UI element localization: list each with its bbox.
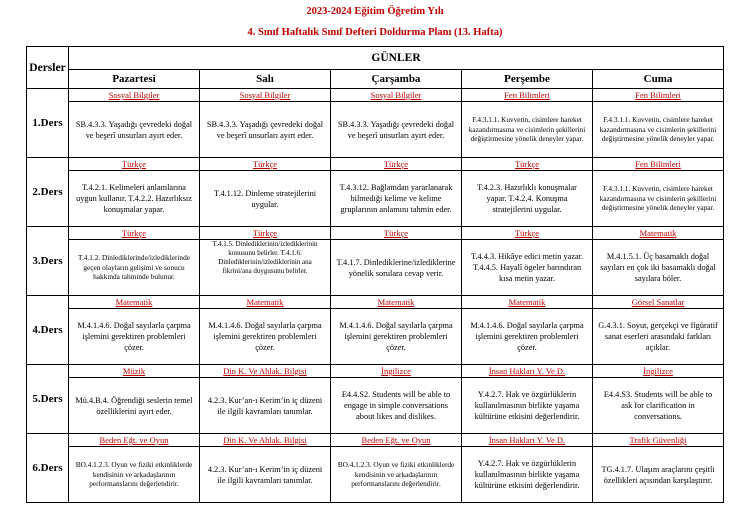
subject-label: Sosyal Bilgiler bbox=[200, 89, 330, 102]
lesson-cell-monday bbox=[69, 89, 200, 158]
day-header-monday: Pazartesi bbox=[69, 70, 200, 89]
lesson-cell-thursday bbox=[462, 158, 593, 227]
objective-text: BO.4.1.2.3. Oyun ve fiziki etkinliklerde kendisinin ve arkadaşlarının performanslarını değerlendirir. bbox=[75, 460, 193, 489]
lesson-cell-friday bbox=[593, 365, 724, 434]
objective-wrapper bbox=[200, 309, 330, 364]
lesson-row bbox=[27, 89, 724, 158]
objective-text: M.4.1.5.1. Üç basamaklı doğal sayıları en çok iki basamaklı doğal sayılara böler. bbox=[600, 252, 716, 283]
subject-label: Din K. Ve Ahlak. Bilgisi bbox=[200, 434, 330, 447]
subject-label: Müzik bbox=[69, 365, 199, 378]
lesson-label: 4.Ders bbox=[27, 296, 69, 365]
objective-text: T.4.4.3. Hikâye edici metin yazar. T.4.4.5. Hayalî ögeler barındıran kısa metin yazar. bbox=[470, 252, 584, 283]
objective-text: 4.2.3. Kur’an-ı Kerim’in iç düzeni ile ilgili kavramları tanımlar. bbox=[207, 395, 323, 416]
subject-label: Türkçe bbox=[331, 227, 461, 240]
subject-label: Fen Bilimleri bbox=[462, 89, 592, 102]
subject-label: İnsan Hakları Y. Ve D. bbox=[462, 365, 592, 378]
objective-text: T.4.2.1. Kelimeleri anlamlarına uygun kullanır. T.4.2.2. Hazırlıksız konuşmalar yapar. bbox=[76, 183, 192, 214]
lesson-label: 3.Ders bbox=[27, 227, 69, 296]
subject-label: Matematik bbox=[593, 227, 723, 240]
lesson-cell-monday bbox=[69, 434, 200, 503]
objective-wrapper bbox=[200, 102, 330, 157]
objective-wrapper bbox=[200, 171, 330, 226]
objective-text: F.4.3.1.1. Kuvvetin, cisimlere hareket kazandırmasına ve cisimlerin şekillerini değiştirmesine yönelik deneyler yapar. bbox=[599, 184, 717, 213]
objective-text: M.4.1.4.6. Doğal sayılarla çarpma işlemini gerektiren problemleri çözer. bbox=[77, 321, 191, 352]
objective-text: E4.4.S2. Students will be able to engage in simple conversations about likes and dislikes. bbox=[341, 390, 451, 421]
lesson-label: 6.Ders bbox=[27, 434, 69, 503]
lesson-label: 2.Ders bbox=[27, 158, 69, 227]
objective-text: M.4.1.4.6. Doğal sayılarla çarpma işlemini gerektiren problemleri çözer. bbox=[339, 321, 453, 352]
subject-label: Görsel Sanatlar bbox=[593, 296, 723, 309]
objective-wrapper bbox=[593, 240, 723, 295]
objective-text: E4.4.S3. Students will be able to ask for clarification in conversations. bbox=[603, 390, 713, 421]
lesson-row bbox=[27, 365, 724, 434]
subject-label: İnsan Hakları Y. Ve D. bbox=[462, 434, 592, 447]
lesson-cell-tuesday bbox=[200, 296, 331, 365]
lesson-cell-friday bbox=[593, 227, 724, 296]
objective-text: T.4.1.5. Dinlediklerinin/izlediklerinin konusunu belirler. T.4.1.6. Dinlediklerinin/izlediklerinin ana fikrini/ana duygusunu belirler. bbox=[212, 240, 318, 275]
subject-label: Matematik bbox=[331, 296, 461, 309]
lesson-row bbox=[27, 158, 724, 227]
subject-label: İngilizce bbox=[331, 365, 461, 378]
objective-text: T.4.1.7. Dinlediklerine/izlediklerine yönelik sorulara cevap verir. bbox=[336, 257, 456, 278]
lesson-cell-thursday bbox=[462, 89, 593, 158]
subject-label: Matematik bbox=[69, 296, 199, 309]
lesson-cell-wednesday bbox=[331, 227, 462, 296]
objective-wrapper bbox=[69, 378, 199, 433]
lessons-header: Dersler bbox=[27, 47, 69, 89]
objective-text: Y.4.2.7. Hak ve özgürlüklerin kullanılmasının birlikte yaşama kültürüne etkisini değerlendirir. bbox=[474, 390, 580, 421]
subject-label: Trafik Güvenliği bbox=[593, 434, 723, 447]
lesson-cell-wednesday bbox=[331, 296, 462, 365]
lesson-cell-tuesday bbox=[200, 227, 331, 296]
subject-label: Din K. Ve Ahlak. Bilgisi bbox=[200, 365, 330, 378]
objective-wrapper bbox=[462, 102, 592, 157]
objective-wrapper bbox=[593, 378, 723, 433]
subject-label: Sosyal Bilgiler bbox=[331, 89, 461, 102]
objective-wrapper bbox=[462, 447, 592, 502]
lesson-cell-monday bbox=[69, 158, 200, 227]
subject-label: İngilizce bbox=[593, 365, 723, 378]
subject-label: Fen Bilimleri bbox=[593, 89, 723, 102]
objective-text: BO.4.1.2.3. Oyun ve fiziki etkinliklerde kendisinin ve arkadaşlarının performanslarını değerlendirir. bbox=[337, 460, 455, 489]
objective-text: SB.4.3.3. Yaşadığı çevredeki doğal ve beşerî unsurları ayırt eder. bbox=[75, 119, 193, 140]
objective-text: SB.4.3.3. Yaşadığı çevredeki doğal ve beşerî unsurları ayırt eder. bbox=[206, 119, 324, 140]
objective-wrapper bbox=[331, 309, 461, 364]
page-subtitle: 4. Sınıf Haftalık Sınıf Defteri Doldurma Planı (13. Hafta) bbox=[247, 27, 503, 38]
objective-wrapper bbox=[331, 447, 461, 502]
objective-wrapper bbox=[331, 171, 461, 226]
objective-wrapper bbox=[593, 102, 723, 157]
objective-wrapper bbox=[462, 309, 592, 364]
lesson-cell-monday bbox=[69, 227, 200, 296]
lesson-cell-wednesday bbox=[331, 365, 462, 434]
plan-body bbox=[27, 89, 724, 503]
objective-text: G.4.3.1. Soyut, gerçekçi ve figüratif sanat eserleri arasındaki farkları açıklar. bbox=[598, 321, 718, 352]
objective-text: M.4.1.4.6. Doğal sayılarla çarpma işlemini gerektiren problemleri çözer. bbox=[208, 321, 322, 352]
objective-wrapper bbox=[331, 240, 461, 295]
page-title: 2023-2024 Eğitim Öğretim Yılı bbox=[306, 6, 444, 17]
objective-text: SB.4.3.3. Yaşadığı çevredeki doğal ve beşerî unsurları ayırt eder. bbox=[337, 119, 455, 140]
objective-wrapper bbox=[69, 309, 199, 364]
objective-wrapper bbox=[331, 378, 461, 433]
lesson-label: 5.Ders bbox=[27, 365, 69, 434]
lesson-cell-monday bbox=[69, 365, 200, 434]
objective-wrapper bbox=[200, 447, 330, 502]
objective-text: Y.4.2.7. Hak ve özgürlüklerin kullanılmasının birlikte yaşama kültürüne etkisini değerlendirir. bbox=[474, 459, 580, 490]
objective-text: T.4.3.12. Bağlamdan yararlanarak bilmediği kelime ve kelime gruplarının anlamını tahmin eder. bbox=[339, 183, 453, 214]
subject-label: Türkçe bbox=[331, 158, 461, 171]
lesson-cell-friday bbox=[593, 89, 724, 158]
objective-text: M.4.1.4.6. Doğal sayılarla çarpma işlemini gerektiren problemleri çözer. bbox=[470, 321, 584, 352]
subject-label: Türkçe bbox=[69, 158, 199, 171]
lesson-row bbox=[27, 227, 724, 296]
subject-label: Beden Eğt. ve Oyun bbox=[331, 434, 461, 447]
objective-wrapper bbox=[69, 447, 199, 502]
objective-text: T.4.1.2. Dinlediklerinde/izlediklerinde geçen olayların gelişimi ve sonucu hakkında tahminde bulunur. bbox=[78, 253, 190, 282]
subject-label: Beden Eğt. ve Oyun bbox=[69, 434, 199, 447]
subject-label: Türkçe bbox=[462, 227, 592, 240]
subject-label: Matematik bbox=[200, 296, 330, 309]
objective-wrapper bbox=[462, 240, 592, 295]
objective-text: T.4.2.3. Hazırlıklı konuşmalar yapar. T.4.2.4. Konuşma stratejilerini uygular. bbox=[477, 183, 577, 214]
objective-wrapper bbox=[69, 240, 199, 295]
objective-text: T.4.1.12. Dinleme stratejilerini uygular. bbox=[213, 188, 317, 209]
objective-wrapper bbox=[462, 171, 592, 226]
lesson-cell-thursday bbox=[462, 434, 593, 503]
subject-label: Fen Bilimleri bbox=[593, 158, 723, 171]
lesson-cell-friday bbox=[593, 158, 724, 227]
objective-wrapper bbox=[69, 102, 199, 157]
objective-wrapper bbox=[331, 102, 461, 157]
lesson-cell-wednesday bbox=[331, 158, 462, 227]
day-header-tuesday: Salı bbox=[200, 70, 331, 89]
objective-wrapper bbox=[200, 378, 330, 433]
subject-label: Türkçe bbox=[200, 158, 330, 171]
subject-label: Sosyal Bilgiler bbox=[69, 89, 199, 102]
lesson-cell-friday bbox=[593, 296, 724, 365]
objective-text: F.4.3.1.1. Kuvvetin, cisimlere hareket kazandırmasına ve cisimlerin şekillerini değiştirmesine yönelik deneyler yapar. bbox=[468, 115, 586, 144]
objective-wrapper bbox=[593, 171, 723, 226]
lesson-cell-wednesday bbox=[331, 89, 462, 158]
objective-text: 4.2.3. Kur’an-ı Kerim’in iç düzeni ile ilgili kavramları tanımlar. bbox=[207, 464, 323, 485]
objective-wrapper bbox=[593, 447, 723, 502]
lesson-cell-tuesday bbox=[200, 434, 331, 503]
objective-wrapper bbox=[69, 171, 199, 226]
lesson-cell-thursday bbox=[462, 365, 593, 434]
lesson-cell-thursday bbox=[462, 227, 593, 296]
objective-wrapper bbox=[593, 309, 723, 364]
subject-label: Türkçe bbox=[462, 158, 592, 171]
objective-wrapper bbox=[462, 378, 592, 433]
lesson-cell-thursday bbox=[462, 296, 593, 365]
lesson-label: 1.Ders bbox=[27, 89, 69, 158]
lesson-cell-tuesday bbox=[200, 365, 331, 434]
lesson-row bbox=[27, 434, 724, 503]
objective-text: TG.4.1.7. Ulaşım araçlarını çeşitli özellikleri açısından karşılaştırır. bbox=[601, 464, 715, 485]
subject-label: Türkçe bbox=[200, 227, 330, 240]
lesson-cell-wednesday bbox=[331, 434, 462, 503]
lesson-cell-friday bbox=[593, 434, 724, 503]
lesson-cell-monday bbox=[69, 296, 200, 365]
lesson-row bbox=[27, 296, 724, 365]
objective-text: Mü.4.B.4. Öğrendiği seslerin temel özelliklerini ayırt eder. bbox=[75, 395, 193, 416]
day-header-thursday: Perşembe bbox=[462, 70, 593, 89]
subject-label: Türkçe bbox=[69, 227, 199, 240]
objective-wrapper bbox=[200, 240, 330, 295]
objective-text: F.4.3.1.1. Kuvvetin, cisimlere hareket kazandırmasına ve cisimlerin şekillerini değiştirmesine yönelik deneyler yapar. bbox=[599, 115, 717, 144]
day-header-friday: Cuma bbox=[593, 70, 724, 89]
subject-label: Matematik bbox=[462, 296, 592, 309]
day-header-wednesday: Çarşamba bbox=[331, 70, 462, 89]
lesson-cell-tuesday bbox=[200, 89, 331, 158]
lesson-cell-tuesday bbox=[200, 158, 331, 227]
weekly-plan-table bbox=[26, 46, 724, 503]
days-group-header: GÜNLER bbox=[69, 47, 724, 70]
